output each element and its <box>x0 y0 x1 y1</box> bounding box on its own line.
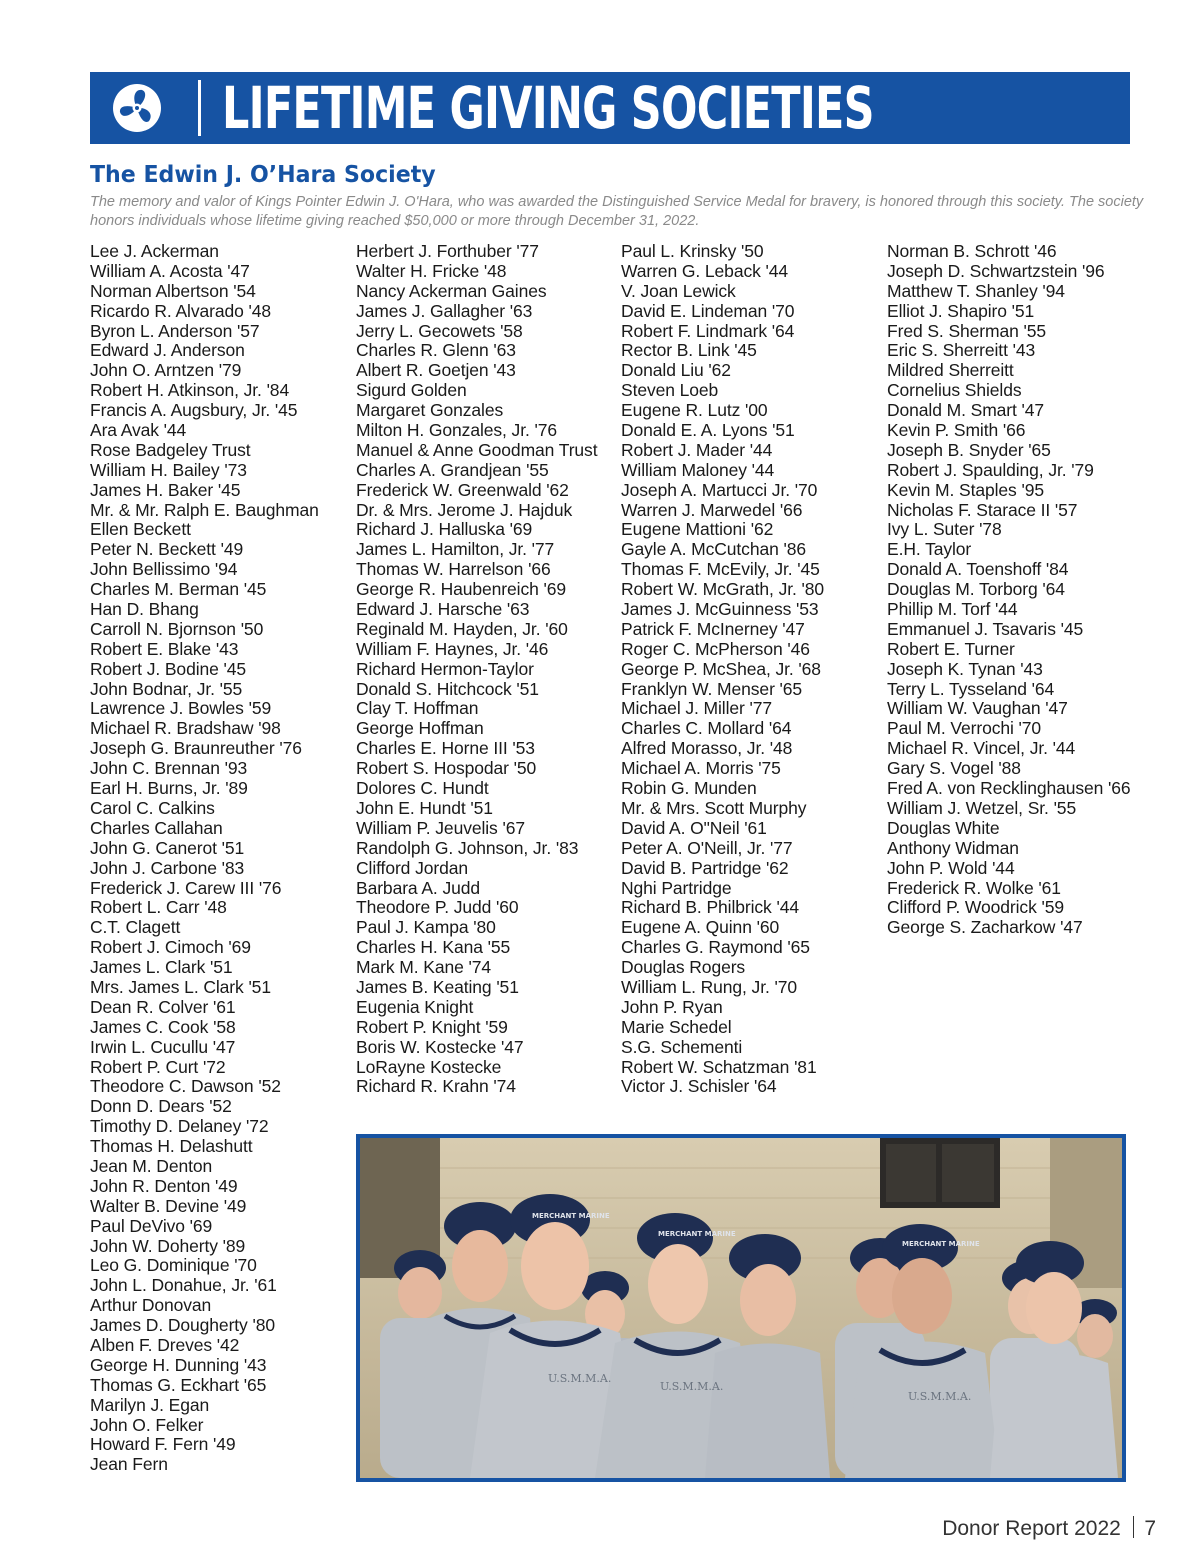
donor-name: John J. Carbone '83 <box>90 857 245 878</box>
donor-name: Thomas H. Delashutt <box>90 1136 253 1157</box>
donor-column-4 <box>887 242 1149 938</box>
donor-name: Edward J. Harsche '63 <box>356 599 530 620</box>
donor-name: James J. Gallagher '63 <box>356 300 533 321</box>
donor-name: George Hoffman <box>356 718 484 739</box>
society-title: The Edwin J. O’Hara Society <box>90 162 436 188</box>
donor-name: Mr. & Mrs. Scott Murphy <box>621 797 807 818</box>
donor-name: Carol C. Calkins <box>90 797 215 818</box>
page-footer <box>942 1516 1156 1542</box>
donor-name: V. Joan Lewick <box>621 280 736 301</box>
donor-name: John Bellissimo '94 <box>90 559 238 580</box>
donor-name: Steven Loeb <box>621 380 719 401</box>
donor-name: Douglas White <box>887 817 1000 838</box>
donor-name: David E. Lindeman '70 <box>621 300 795 321</box>
donor-name: Michael R. Vincel, Jr. '44 <box>887 738 1076 759</box>
donor-name: William A. Acosta '47 <box>90 260 250 281</box>
donor-name: John L. Donahue, Jr. '61 <box>90 1275 277 1296</box>
donor-name: John W. Doherty '89 <box>90 1235 246 1256</box>
propeller-icon <box>112 83 162 133</box>
donor-name: Elliot J. Shapiro '51 <box>887 300 1035 321</box>
donor-name: Jean M. Denton <box>90 1155 213 1176</box>
donor-name: James L. Clark '51 <box>90 957 233 978</box>
donor-name: Irwin L. Cucullu '47 <box>90 1036 236 1057</box>
donor-name: Robert P. Curt '72 <box>90 1056 226 1077</box>
donor-column-2 <box>356 242 618 1097</box>
donor-name: John E. Hundt '51 <box>356 797 493 818</box>
donor-name: Peter A. O'Neill, Jr. '77 <box>621 837 793 858</box>
donor-name: Robert W. Schatzman '81 <box>621 1056 817 1077</box>
donor-name: Timothy D. Delaney '72 <box>90 1116 269 1137</box>
donor-name: Nghi Partridge <box>621 877 732 898</box>
donor-name: Howard F. Fern '49 <box>90 1434 236 1455</box>
donor-name: Clifford P. Woodrick '59 <box>887 897 1065 918</box>
donor-name: Gayle A. McCutchan '86 <box>621 539 806 560</box>
donor-name: Kevin M. Staples '95 <box>887 479 1044 500</box>
donor-name: Earl H. Burns, Jr. '89 <box>90 778 248 799</box>
donor-name: Robert J. Spaulding, Jr. '79 <box>887 459 1094 480</box>
donor-name: Lawrence J. Bowles '59 <box>90 698 272 719</box>
donor-name: Theodore P. Judd '60 <box>356 897 519 918</box>
donor-name: Paul DeVivo '69 <box>90 1215 213 1236</box>
donor-name: Robert P. Knight '59 <box>356 1016 508 1037</box>
donor-name: William P. Jeuvelis '67 <box>356 817 525 838</box>
donor-name: Robert E. Turner <box>887 638 1015 659</box>
donor-name: Fred S. Sherman '55 <box>887 320 1047 341</box>
donor-name: Robert F. Lindmark '64 <box>621 320 795 341</box>
donor-name: Joseph D. Schwartzstein '96 <box>887 260 1105 281</box>
donor-name: George R. Haubenreich '69 <box>356 579 566 600</box>
donor-name: James C. Cook '58 <box>90 1016 236 1037</box>
donor-name: Edward J. Anderson <box>90 340 245 361</box>
donor-name: Robert L. Carr '48 <box>90 897 227 918</box>
donor-name: Charles A. Grandjean '55 <box>356 459 549 480</box>
donor-name: Joseph A. Martucci Jr. '70 <box>621 479 818 500</box>
donor-name: John G. Canerot '51 <box>90 837 245 858</box>
donor-name: Randolph G. Johnson, Jr. '83 <box>356 837 579 858</box>
donor-name: E.H. Taylor <box>887 539 972 560</box>
donor-name: Fred A. von Recklinghausen '66 <box>887 778 1131 799</box>
donor-name: George P. McShea, Jr. '68 <box>621 658 821 679</box>
donor-name: Clifford Jordan <box>356 857 468 878</box>
report-name: Donor Report 2022 <box>942 1517 1121 1540</box>
banner-divider <box>198 80 201 136</box>
donor-name: Donald S. Hitchcock '51 <box>356 678 539 699</box>
donor-name: Anthony Widman <box>887 837 1019 858</box>
donor-name: Terry L. Tysseland '64 <box>887 678 1055 699</box>
donor-name: James J. McGuinness '53 <box>621 599 819 620</box>
donor-name: Eugene A. Quinn '60 <box>621 917 780 938</box>
donor-name: Douglas Rogers <box>621 957 746 978</box>
donor-name: LoRayne Kostecke <box>356 1056 502 1077</box>
donor-name: John R. Denton '49 <box>90 1175 238 1196</box>
donor-name: Paul M. Verrochi '70 <box>887 718 1042 739</box>
donor-name: C.T. Clagett <box>90 917 181 938</box>
shirt-text: U.S.M.M.A. <box>548 1372 612 1385</box>
donor-name: Robert J. Cimoch '69 <box>90 937 251 958</box>
donor-name: Frederick W. Greenwald '62 <box>356 479 569 500</box>
donor-name: John P. Wold '44 <box>887 857 1015 878</box>
donor-name: John C. Brennan '93 <box>90 758 248 779</box>
donor-name: Emmanuel J. Tsavaris '45 <box>887 618 1084 639</box>
donor-name: Matthew T. Shanley '94 <box>887 280 1065 301</box>
donor-name: Donald A. Toenshoff '84 <box>887 559 1069 580</box>
donor-name: Arthur Donovan <box>90 1295 212 1316</box>
donor-name: Douglas M. Torborg '64 <box>887 579 1065 600</box>
donor-name: Robert J. Mader '44 <box>621 439 773 460</box>
donor-name: Dolores C. Hundt <box>356 778 489 799</box>
donor-name: Sigurd Golden <box>356 380 467 401</box>
donor-name: William J. Wetzel, Sr. '55 <box>887 797 1077 818</box>
donor-name: Robert J. Bodine '45 <box>90 658 247 679</box>
society-description: The memory and valor of Kings Pointer Edwin J. O'Hara, who was awarded the Distinguished Service Medal for bravery, is honored through this society. The society honors individuals whose lifetime giving reached $50,000 or more through December 31, 2022. <box>90 194 1144 229</box>
donor-name: Byron L. Anderson '57 <box>90 320 260 341</box>
donor-name: Warren G. Leback '44 <box>621 260 789 281</box>
donor-name: Charles E. Horne III '53 <box>356 738 535 759</box>
donor-name: Victor J. Schisler '64 <box>621 1076 777 1097</box>
donor-name: Manuel & Anne Goodman Trust <box>356 439 598 460</box>
donor-name: Clay T. Hoffman <box>356 698 479 719</box>
page-number: 7 <box>1144 1517 1156 1540</box>
donor-name: Michael J. Miller '77 <box>621 698 773 719</box>
donor-name: Margaret Gonzales <box>356 400 504 421</box>
donor-name: Dr. & Mrs. Jerome J. Hajduk <box>356 499 573 520</box>
donor-name: Ara Avak '44 <box>90 420 187 441</box>
donor-name: Marilyn J. Egan <box>90 1394 210 1415</box>
donor-name: Mr. & Mr. Ralph E. Baughman <box>90 499 319 520</box>
donor-name: Richard B. Philbrick '44 <box>621 897 799 918</box>
footer-divider <box>1133 1516 1135 1538</box>
donor-name: Patrick F. McInerney '47 <box>621 618 805 639</box>
donor-name: James B. Keating '51 <box>356 976 519 997</box>
donor-name: Michael A. Morris '75 <box>621 758 781 779</box>
donor-name: Franklyn W. Menser '65 <box>621 678 803 699</box>
donor-name: Nicholas F. Starace II '57 <box>887 499 1078 520</box>
donor-name: Walter B. Devine '49 <box>90 1195 247 1216</box>
donor-name: Gary S. Vogel '88 <box>887 758 1021 779</box>
cap-text: MERCHANT MARINE <box>902 1240 980 1248</box>
page-title: LIFETIME GIVING SOCIETIES <box>222 74 874 142</box>
donor-name: Barbara A. Judd <box>356 877 480 898</box>
donor-name: Michael R. Bradshaw '98 <box>90 718 281 739</box>
donor-name: Han D. Bhang <box>90 599 199 620</box>
donor-name: George H. Dunning '43 <box>90 1354 267 1375</box>
donor-name: Herbert J. Forthuber '77 <box>356 241 539 261</box>
donor-name: William W. Vaughan '47 <box>887 698 1068 719</box>
donor-name: Cornelius Shields <box>887 380 1022 401</box>
shirt-text: U.S.M.M.A. <box>660 1380 724 1393</box>
donor-name: Roger C. McPherson '46 <box>621 638 810 659</box>
donor-column-3 <box>621 242 883 1097</box>
donor-name: Frederick R. Wolke '61 <box>887 877 1061 898</box>
donor-name: George S. Zacharkow '47 <box>887 917 1083 938</box>
donor-name: Paul J. Kampa '80 <box>356 917 496 938</box>
donor-name: Eric S. Sherreitt '43 <box>887 340 1036 361</box>
donor-name: Richard J. Halluska '69 <box>356 519 533 540</box>
donor-name: Donn D. Dears '52 <box>90 1096 232 1117</box>
cap-text: MERCHANT MARINE <box>532 1212 610 1220</box>
donor-name: Francis A. Augsbury, Jr. '45 <box>90 400 298 421</box>
donor-name: Eugenia Knight <box>356 996 474 1017</box>
donor-name: Joseph B. Snyder '65 <box>887 439 1051 460</box>
donor-name: Rose Badgeley Trust <box>90 439 251 460</box>
donor-name: Charles R. Glenn '63 <box>356 340 516 361</box>
donor-name: Eugene Mattioni '62 <box>621 519 774 540</box>
donor-name: David B. Partridge '62 <box>621 857 789 878</box>
donor-name: Theodore C. Dawson '52 <box>90 1076 281 1097</box>
donor-name: S.G. Schementi <box>621 1036 743 1057</box>
donor-name: Joseph G. Braunreuther '76 <box>90 738 302 759</box>
donor-name: Dean R. Colver '61 <box>90 996 236 1017</box>
donor-name: Frederick J. Carew III '76 <box>90 877 282 898</box>
donor-name: Charles Callahan <box>90 817 223 838</box>
donor-name: Robin G. Munden <box>621 778 757 799</box>
donor-name: Warren J. Marwedel '66 <box>621 499 803 520</box>
donor-name: Robert H. Atkinson, Jr. '84 <box>90 380 290 401</box>
donor-name: Jerry L. Gecowets '58 <box>356 320 523 341</box>
donor-name: Alben F. Dreves '42 <box>90 1334 240 1355</box>
donor-name: Thomas G. Eckhart '65 <box>90 1374 267 1395</box>
donor-name: Carroll N. Bjornson '50 <box>90 618 264 639</box>
donor-name: William L. Rung, Jr. '70 <box>621 976 798 997</box>
donor-name: Donald M. Smart '47 <box>887 400 1045 421</box>
donor-column-1 <box>90 242 352 1475</box>
cadets-photo <box>356 1134 1126 1482</box>
donor-name: Ivy L. Suter '78 <box>887 519 1002 540</box>
header-banner <box>90 72 1130 144</box>
donor-name: Ricardo R. Alvarado '48 <box>90 300 271 321</box>
shirt-text: U.S.M.M.A. <box>908 1390 972 1403</box>
donor-name: Donald E. A. Lyons '51 <box>621 420 795 441</box>
donor-name: William F. Haynes, Jr. '46 <box>356 638 549 659</box>
donor-name: Mrs. James L. Clark '51 <box>90 976 271 997</box>
donor-name: James L. Hamilton, Jr. '77 <box>356 539 555 560</box>
donor-name: Lee J. Ackerman <box>90 241 219 261</box>
donor-name: Ellen Beckett <box>90 519 191 540</box>
donor-name: William Maloney '44 <box>621 459 775 480</box>
donor-name: Leo G. Dominique '70 <box>90 1255 257 1276</box>
donor-name: Jean Fern <box>90 1454 168 1475</box>
cap-text: MERCHANT MARINE <box>658 1230 736 1238</box>
donor-name: Kevin P. Smith '66 <box>887 420 1026 441</box>
donor-name: Peter N. Beckett '49 <box>90 539 244 560</box>
donor-name: Norman B. Schrott '46 <box>887 241 1057 261</box>
donor-name: Marie Schedel <box>621 1016 732 1037</box>
donor-name: Charles C. Mollard '64 <box>621 718 792 739</box>
donor-name: Walter H. Fricke '48 <box>356 260 507 281</box>
donor-name: Robert E. Blake '43 <box>90 638 239 659</box>
donor-name: Charles M. Berman '45 <box>90 579 267 600</box>
donor-name: Rector B. Link '45 <box>621 340 757 361</box>
donor-name: Thomas W. Harrelson '66 <box>356 559 551 580</box>
donor-name: Thomas F. McEvily, Jr. '45 <box>621 559 820 580</box>
donor-name: James H. Baker '45 <box>90 479 241 500</box>
donor-name: Phillip M. Torf '44 <box>887 599 1018 620</box>
donor-name: Mildred Sherreitt <box>887 360 1014 381</box>
donor-name: Albert R. Goetjen '43 <box>356 360 516 381</box>
donor-name: Richard R. Krahn '74 <box>356 1076 516 1097</box>
donor-name: Norman Albertson '54 <box>90 280 256 301</box>
donor-name: John Bodnar, Jr. '55 <box>90 678 243 699</box>
donor-name: Robert W. McGrath, Jr. '80 <box>621 579 825 600</box>
donor-name: John P. Ryan <box>621 996 723 1017</box>
donor-name: Eugene R. Lutz '00 <box>621 400 768 421</box>
donor-name: Paul L. Krinsky '50 <box>621 241 764 261</box>
donor-name: Richard Hermon-Taylor <box>356 658 534 679</box>
donor-name: David A. O"Neil '61 <box>621 817 767 838</box>
donor-name: Joseph K. Tynan '43 <box>887 658 1043 679</box>
cadets-photo-illustration <box>360 1138 1122 1478</box>
donor-name: Alfred Morasso, Jr. '48 <box>621 738 793 759</box>
donor-name: Boris W. Kostecke '47 <box>356 1036 524 1057</box>
donor-name: John O. Arntzen '79 <box>90 360 242 381</box>
donor-name: John O. Felker <box>90 1414 204 1435</box>
donor-name: Milton H. Gonzales, Jr. '76 <box>356 420 558 441</box>
donor-name: Reginald M. Hayden, Jr. '60 <box>356 618 568 639</box>
donor-name: Nancy Ackerman Gaines <box>356 280 547 301</box>
donor-name: Charles G. Raymond '65 <box>621 937 810 958</box>
donor-name: Mark M. Kane '74 <box>356 957 491 978</box>
donor-name: James D. Dougherty '80 <box>90 1315 275 1336</box>
donor-name: Donald Liu '62 <box>621 360 731 381</box>
donor-name: Robert S. Hospodar '50 <box>356 758 537 779</box>
donor-name: William H. Bailey '73 <box>90 459 247 480</box>
donor-name: Charles H. Kana '55 <box>356 937 511 958</box>
